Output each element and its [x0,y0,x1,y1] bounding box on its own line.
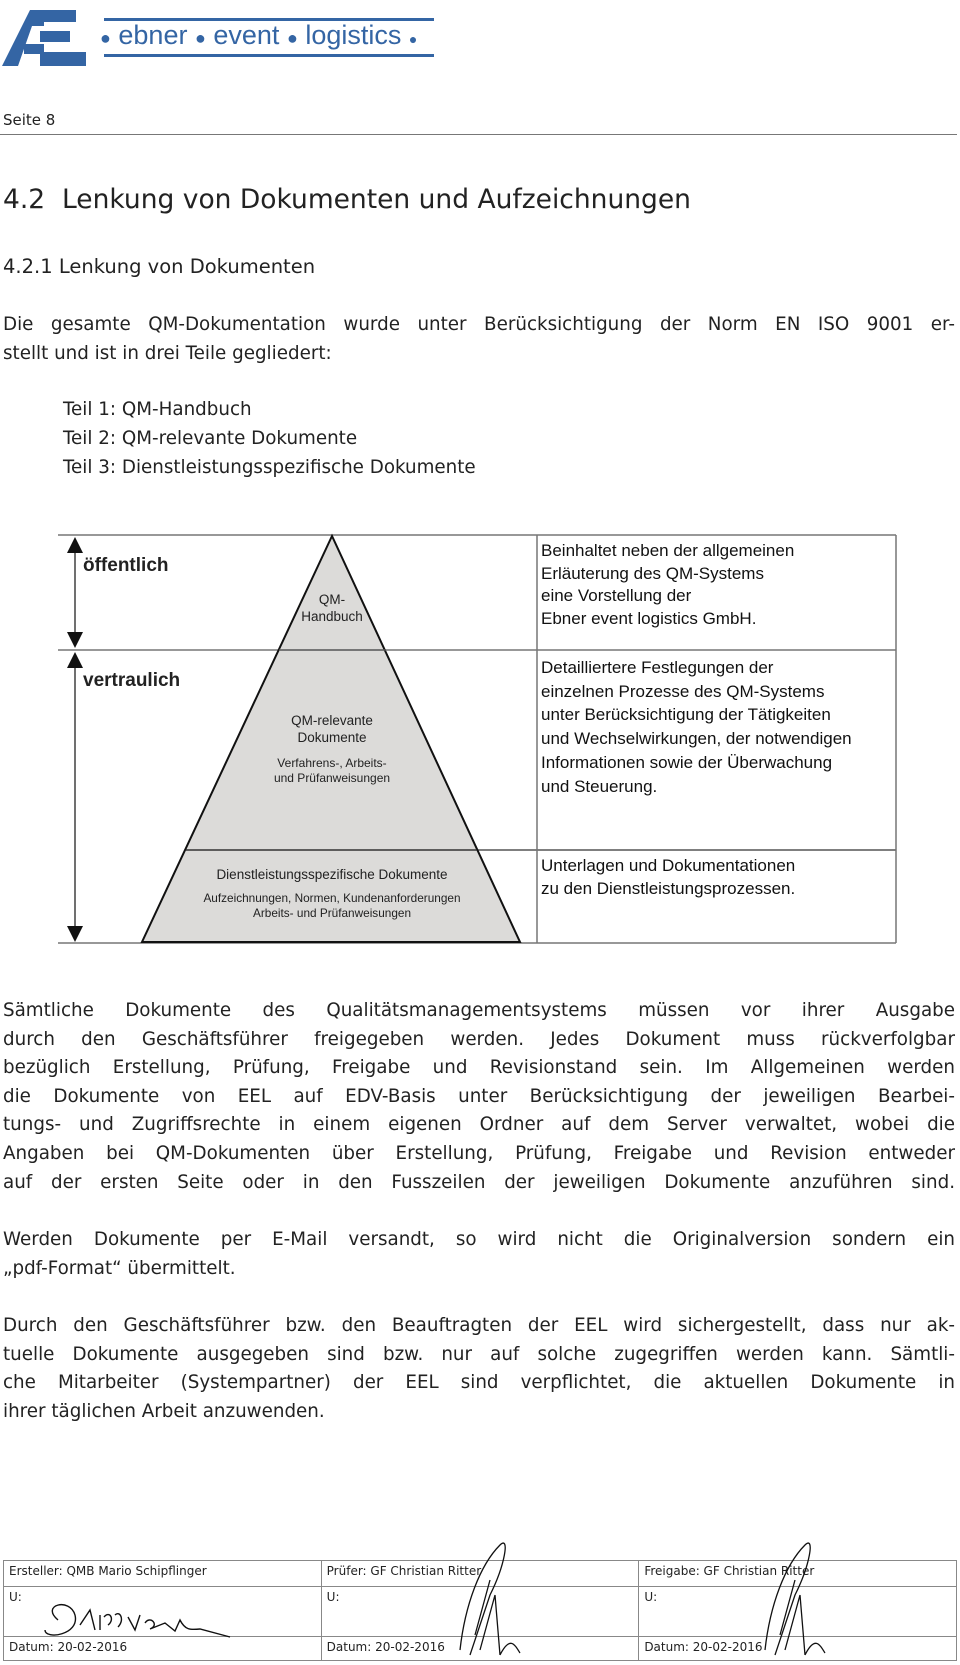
logo-word: event [213,20,280,50]
tier-qm-handbook: QM- Handbuch [301,592,363,624]
reviewer-cell: Prüfer: GF Christian Ritter [321,1561,639,1587]
logo-word: ebner [118,20,188,50]
body-paragraph: Werden Dokumente per E-Mail versandt, so wird nicht die Originalversion sondern ein „pdf-Format“ übermittelt. [3,1229,955,1279]
intro-paragraph: Die gesamte QM-Dokumentation wurde unter Berücksichtigung der Norm EN ISO 9001 er- stellt und ist in drei Teile gegliedert: [3,314,955,364]
signature-cell: U: [4,1587,322,1637]
list-item: Teil 3: Dienstleistungsspezifische Dokumente [63,457,476,478]
arrow-down-icon [67,926,83,942]
arrow-down-icon [67,632,83,648]
list-item: Teil 1: QM-Handbuch [63,399,252,420]
approver-cell: Freigabe: GF Christian Ritter [639,1561,957,1587]
approval-footer-table [3,1560,957,1661]
company-logo: ● ebner ● event ● logistics ● [0,6,440,68]
author-cell: Ersteller: QMB Mario Schipflinger [4,1561,322,1587]
subsection-heading: 4.2.1 Lenkung von Dokumenten [3,255,316,278]
date-cell: Datum: 20-02-2016 [4,1637,322,1661]
tier-description: Unterlagen und Dokumentationen zu den Dienstleistungsprozessen. [541,856,796,898]
body-paragraph: Sämtliche Dokumente des Qualitätsmanagementsystems müssen vor ihrer Ausgabe durch den Geschäftsführer freigegeben werden. Jedes Dokument muss rückverfolgbar bezüglich Erstellung, Prüfung, Freigabe und Revisionstand sein. Im Allgemeinen werden die Dokumente von EEL auf EDV-Basis unter Berücksichtigung der jeweiligen Bearbei- tungs- und Zugriffsrechte in einem eigenen Ordner auf dem Server verwaltet, wobei die Angaben bei QM-Dokumenten über Erstellung, Prüfung, Freigabe und Revision entweder auf der ersten Seite oder in den Fusszeilen der jeweiligen Dokumente anzuführen sind. [3,1000,955,1193]
date-cell: Datum: 20-02-2016 [321,1637,639,1661]
section-heading: 4.2 Lenkung von Dokumenten und Aufzeichnungen [3,184,691,215]
arrow-up-icon [67,537,83,553]
tier-qm-documents: QM-relevante Dokumente Verfahrens-, Arbeits- und Prüfanweisungen [273,713,391,785]
logo-word: logistics [305,20,402,50]
tier-description: Beinhaltet neben der allgemeinen Erläuterung des QM-Systems eine Vorstellung der Ebner event logistics GmbH. [541,541,795,628]
signature-cell: U: [321,1587,639,1637]
list-item: Teil 2: QM-relevante Dokumente [63,428,358,449]
arrow-up-icon [67,652,83,668]
level-label-confidential: vertraulich [83,670,181,691]
page-number: Seite 8 [3,111,56,129]
body-paragraph: Durch den Geschäftsführer bzw. den Beauftragten der EEL wird sichergestellt, dass nur ak- tuelle Dokumente ausgegeben sind bzw. nur auf solche zugegriffen werden kann. Sämtli- che Mitarbeiter (Systempartner) der EEL sind verpflichtet, die aktuellen Dokumente in ihrer täglichen Arbeit anzuwenden. [3,1315,955,1422]
level-label-public: öffentlich [83,555,169,576]
signature-cell: U: [639,1587,957,1637]
date-cell: Datum: 20-02-2016 [639,1637,957,1661]
tier-description: Detailliertere Festlegungen der einzelnen Prozesse des QM-Systems unter Berücksichtigung der Tätigkeiten und Wechselwirkungen, der notwendigen Informationen sowie der Überwachung und Steuerung. [541,658,852,796]
tier-service-documents: Dienstleistungsspezifische Dokumente Aufzeichnungen, Normen, Kundenanforderungen Arbeits- und Prüfanweisungen [203,867,461,920]
